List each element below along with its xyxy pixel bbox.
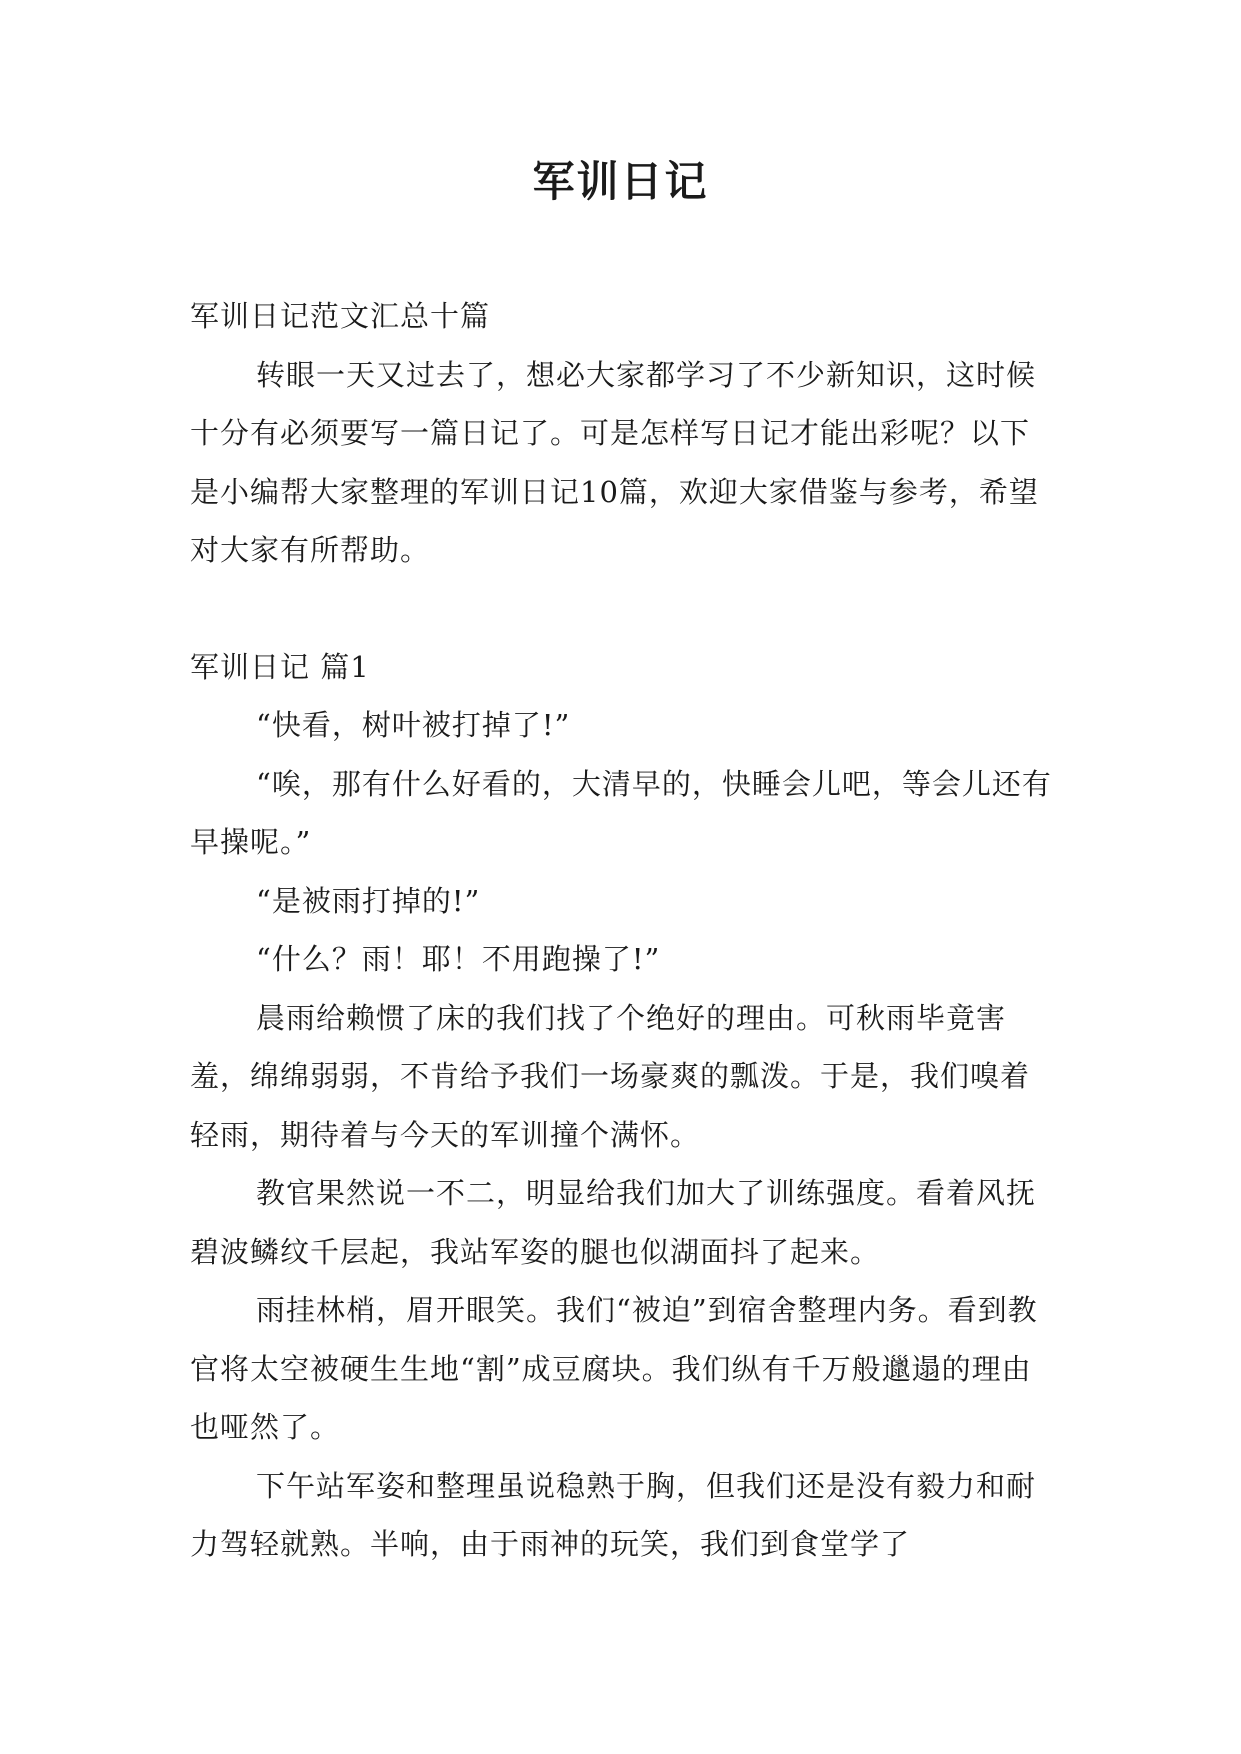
paragraph: 晨雨给赖惯了床的我们找了个绝好的理由。可秋雨毕竟害羞，绵绵弱弱，不肯给予我们一场豪爽的瓢泼。于是，我们嗅着轻雨，期待着与今天的军训撞个满怀。 xyxy=(190,1000,1031,1152)
document-body xyxy=(190,287,1052,1574)
paragraph: “快看，树叶被打掉了!” xyxy=(256,708,571,742)
paragraph: “唉，那有什么好看的，大清早的，快睡会儿吧，等会儿还有早操呢。” xyxy=(190,766,1052,859)
paragraph: 教官果然说一不二，明显给我们加大了训练强度。看着风抚碧波鳞纹千层起，我站军姿的腿也似湖面抖了起来。 xyxy=(190,1176,1037,1269)
paragraph: “是被雨打掉的!” xyxy=(256,883,481,918)
document-title: 军训日记 xyxy=(532,157,709,206)
intro-paragraph: 转眼一天又过去了，想必大家都学习了不少新知识，这时候十分有必须要写一篇日记了。可是怎样写日记才能出彩呢？以下是小编帮大家整理的军训日记10篇，欢迎大家借鉴与参考，希望对大家有所帮助。 xyxy=(190,357,1039,567)
document-subtitle: 军训日记范文汇总十篇 xyxy=(190,299,491,333)
paragraph: “什么？雨！耶！不用跑操了!” xyxy=(256,942,661,976)
section-heading: 军训日记 篇1 xyxy=(190,649,370,684)
spacer xyxy=(190,580,1052,638)
paragraph: 雨挂林梢，眉开眼笑。我们“被迫”到宿舍整理内务。看到教官将太空被硬生生地“割”成豆腐块。我们纵有千万般邋遢的理由也哑然了。 xyxy=(190,1293,1038,1444)
paragraph: 下午站军姿和整理虽说稳熟于胸，但我们还是没有毅力和耐力驾轻就熟。半响，由于雨神的玩笑，我们到食堂学了 xyxy=(190,1468,1037,1561)
